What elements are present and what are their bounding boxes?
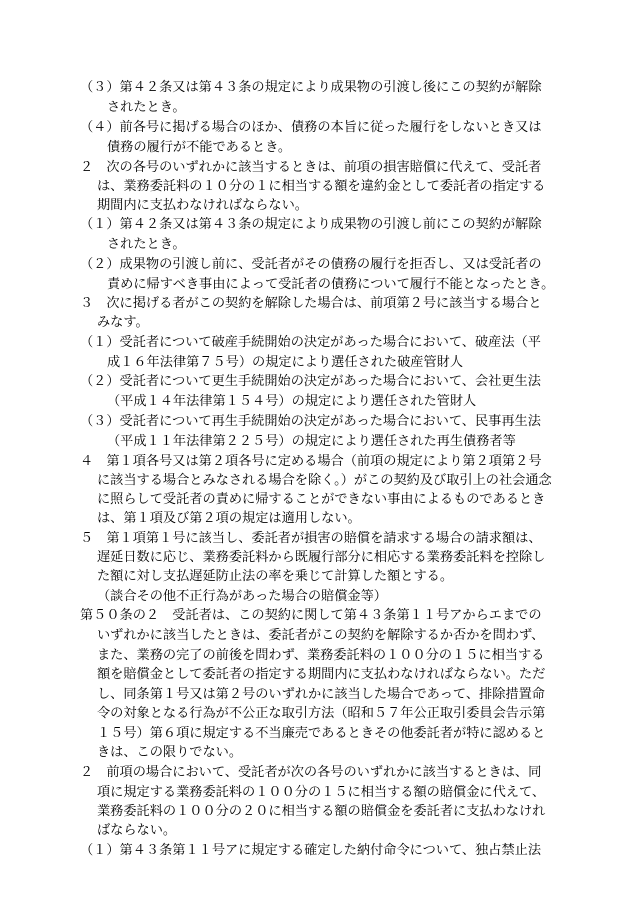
text-line: た額に対し支払遅延防止法の率を乗じて計算した額とする。: [97, 569, 454, 584]
text-line: ばならない。: [97, 823, 177, 838]
text-line: 責めに帰すべき事由によって受託者の債務について履行不能となったとき。: [107, 277, 555, 292]
text-line: （３）第４２条又は第４３条の規定により成果物の引渡し後にこの契約が解除: [80, 80, 542, 95]
text-line: に照らして受託者の責めに帰することができない事由によるものであるとき: [97, 492, 546, 507]
text-line: （平成１１年法律第２２５号）の規定により選任された再生債務者等: [107, 434, 516, 449]
text-line: ５ 第１項第１号に該当し、委託者が損害の賠償を請求する場合の請求額は、: [80, 531, 542, 546]
text-line: 額を賠償金として委託者の指定する期間内に支払わなければならない。ただ: [97, 667, 546, 682]
section-heading: （談合その他不正行為があった場合の賠償金等）: [97, 589, 387, 604]
text-line: （４）前各号に掲げる場合のほか、債務の本旨に従った履行をしないとき又は: [80, 120, 542, 135]
text-line: （２）成果物の引渡し前に、受託者がその債務の履行を拒否し、又は受託者の: [80, 257, 542, 272]
text-line: １５号）第６項に規定する不当廉売であるときその他委託者が特に認めると: [97, 726, 546, 741]
text-line: （３）受託者について再生手続開始の決定があった場合において、民事再生法: [80, 414, 541, 429]
text-line: （１）受託者について破産手続開始の決定があった場合において、破産法（平: [80, 335, 541, 350]
text-line: （２）受託者について更生手続開始の決定があった場合において、会社更生法: [80, 374, 541, 389]
text-line: し、同条第１号又は第２号のいずれかに該当した場合であって、排除措置命: [97, 687, 545, 702]
text-line: ２ 次の各号のいずれかに該当するときは、前項の損害賠償に代えて、受託者: [80, 160, 542, 175]
text-line: 遅延日数に応じ、業務委託料から既履行部分に相応する業務委託料を控除し: [97, 550, 546, 565]
text-line: ３ 次に掲げる者がこの契約を解除した場合は、前項第２号に該当する場合と: [80, 296, 542, 311]
text-line: 令の対象となる行為が不公正な取引方法（昭和５７年公正取引委員会告示第: [97, 706, 546, 721]
text-line: ４ 第１項各号又は第２項各号に定める場合（前項の規定により第２項第２号: [80, 454, 542, 469]
text-line: 債務の履行が不能であるとき。: [107, 140, 292, 155]
text-line: 業務委託料の１００分の２０に相当する額の賠償金を委託者に支払わなけれ: [97, 804, 546, 819]
text-line: 項に規定する業務委託料の１００分の１５に相当する額の賠償金に代えて、: [97, 785, 546, 800]
text-line: また、業務の完了の前後を問わず、業務委託料の１００分の１５に相当する: [97, 648, 545, 663]
text-line: ２ 前項の場合において、受託者が次の各号のいずれかに該当するときは、同: [80, 765, 542, 780]
text-line: （平成１４年法律第１５４号）の規定により選任された管財人: [107, 394, 477, 409]
text-line: （１）第４２条又は第４３条の規定により成果物の引渡し前にこの契約が解除: [80, 217, 542, 232]
text-line: に該当する場合とみなされる場合を除く。）がこの契約及び取引上の社会通念: [97, 473, 552, 488]
text-line: みなす。: [97, 315, 149, 330]
text-line: 期間内に支払わなければならない。: [97, 198, 308, 213]
text-line: されたとき。: [107, 237, 186, 252]
text-line: されたとき。: [107, 100, 186, 115]
text-line: は、第１項及び第２項の規定は適用しない。: [97, 511, 361, 526]
text-line: きは、この限りでない。: [97, 745, 243, 760]
text-line: は、業務委託料の１０分の１に相当する額を違約金として委託者の指定する: [97, 179, 546, 194]
text-line: 成１６年法律第７５号）の規定により選任された破産管財人: [107, 355, 464, 370]
text-line: （１）第４３条第１１号アに規定する確定した納付命令について、独占禁止法: [80, 843, 542, 858]
text-line: いずれかに該当したときは、委託者がこの契約を解除するか否かを問わず、: [97, 628, 545, 643]
text-line: 第５０条の２ 受託者は、この契約に関して第４３条第１１号アからエまでの: [80, 608, 542, 623]
